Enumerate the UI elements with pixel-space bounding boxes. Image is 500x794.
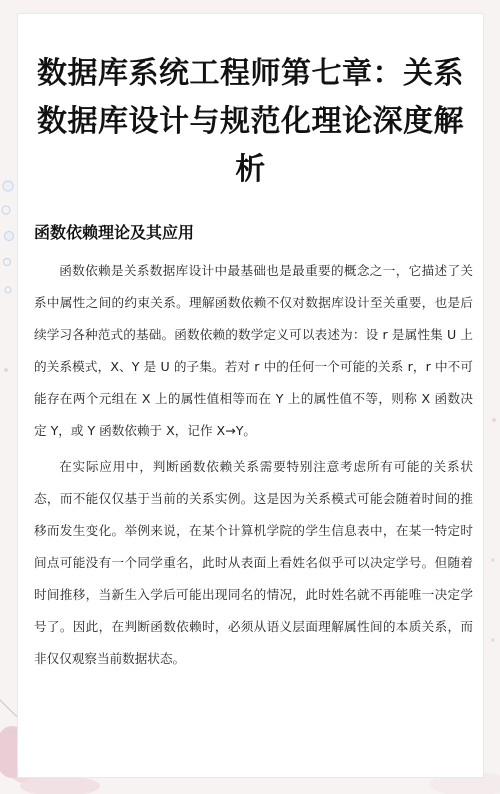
- document-title: 数据库系统工程师第七章：关系数据库设计与规范化理论深度解析: [37, 56, 464, 187]
- document-page: [18, 14, 483, 777]
- paragraph-functional-dependency-application: 在实际应用中，判断函数依赖关系需要特别注意考虑所有可能的关系状态，而不能仅仅基于当前的关系实例。这是因为关系模式可能会随着时间的推移而发生变化。举例来说，在某个计算机学院的学生信息表中，在某一特定时间点可能没有一个同学重名，此时从表面上看姓名似乎可以决定学号。但随着时间推移，当新生入学后可能出现同名的情况，此时姓名就不再能唯一决定学号了。因此，在判断函数依赖时，必须从语义层面理解属性间的本质关系，而非仅仅观察当前数据状态。: [34, 459, 473, 666]
- paragraph-functional-dependency-definition: 函数依赖是关系数据库设计中最基础也是最重要的概念之一，它描述了关系中属性之间的约束关系。理解函数依赖不仅对数据库设计至关重要，也是后续学习各种范式的基础。函数依赖的数学定义可以表述为：设 r 是属性集 U 上的关系模式，X、Y 是 U 的子集。若对 r 中的任何一个可能的关系 r，r 中不可能存在两个元组在 X 上的属性值相等而在 Y 上的属性值不等，则称 X 函数决定 Y，或 Y 函数依赖于 X，记作 X→Y。: [34, 263, 473, 438]
- section-heading: 函数依赖理论及其应用: [34, 223, 195, 242]
